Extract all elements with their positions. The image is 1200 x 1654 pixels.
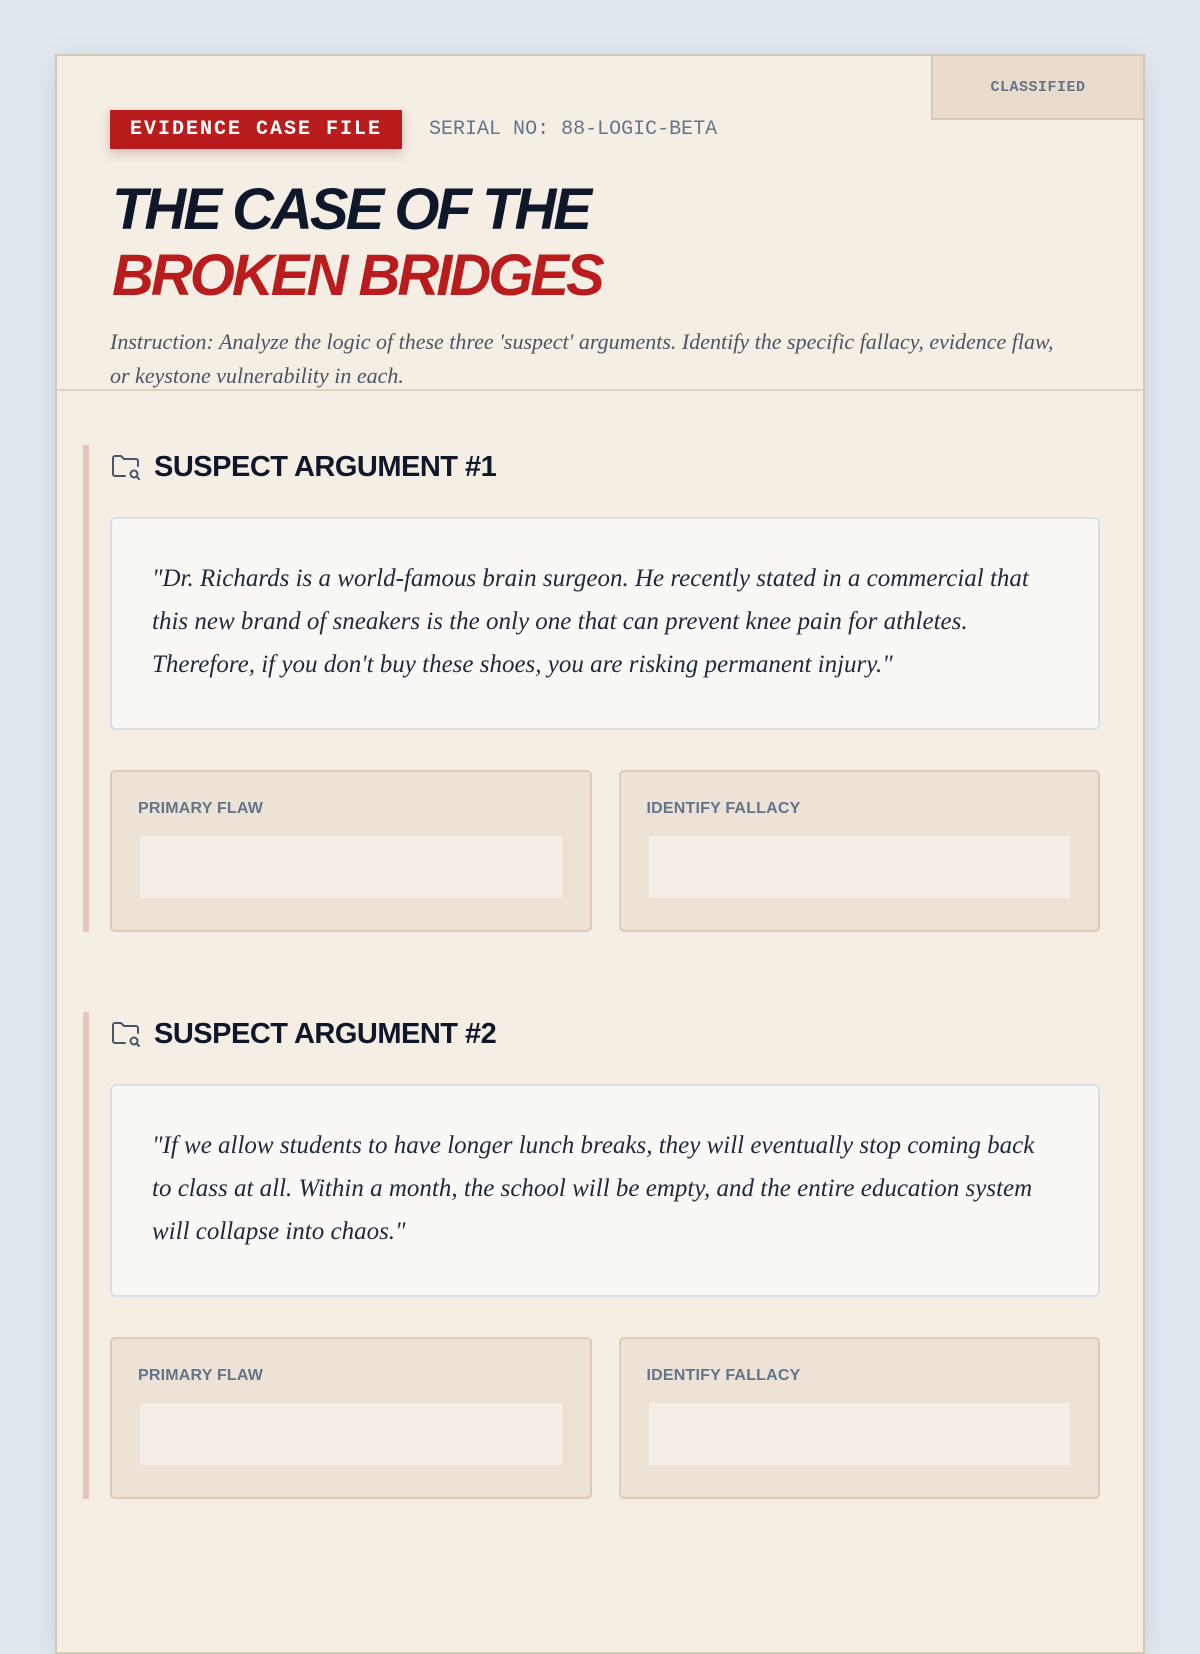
folder-search-icon	[110, 1018, 142, 1050]
primary-flaw-label: PRIMARY FLAW	[138, 800, 264, 817]
suspect-argument-1	[83, 445, 1100, 932]
suspect-title: SUSPECT ARGUMENT #2	[154, 1017, 497, 1050]
primary-flaw-input[interactable]	[138, 834, 564, 900]
case-file-sheet	[55, 54, 1145, 1654]
identify-fallacy-field	[619, 770, 1101, 932]
instruction-text: Instruction: Analyze the logic of these three 'suspect' arguments. Identify the specific fallacy, evidence flaw, or keystone vulnerability in each.	[110, 329, 1054, 388]
argument-quote: "Dr. Richards is a world-famous brain surgeon. He recently stated in a commercial that this new brand of sneakers is the only one that can prevent knee pain for athletes. Therefore, if you don't buy these shoes, you are risking permanent injury."	[110, 517, 1100, 730]
primary-flaw-input[interactable]	[138, 1401, 564, 1467]
suspect-heading	[110, 1012, 1100, 1056]
primary-flaw-field	[110, 770, 592, 932]
analysis-fields	[110, 1337, 1100, 1499]
primary-flaw-label: PRIMARY FLAW	[138, 1367, 264, 1384]
suspect-title: SUSPECT ARGUMENT #1	[154, 450, 497, 483]
identify-fallacy-input[interactable]	[647, 1401, 1073, 1467]
title-line-1: THE CASE OF THE	[112, 177, 590, 242]
page-title	[112, 177, 1143, 309]
suspect-argument-2	[83, 1012, 1100, 1499]
identify-fallacy-label: IDENTIFY FALLACY	[646, 1367, 801, 1384]
analysis-fields	[110, 770, 1100, 932]
primary-flaw-field	[110, 1337, 592, 1499]
identify-fallacy-input[interactable]	[647, 834, 1073, 900]
folder-search-icon	[110, 451, 142, 483]
title-line-2: BROKEN BRIDGES	[112, 243, 602, 308]
badge-row	[110, 110, 1143, 149]
argument-quote: "If we allow students to have longer lunch breaks, they will eventually stop coming back to class at all. Within a month, the school will be empty, and the entire education system will collapse into chaos."	[110, 1084, 1100, 1297]
suspect-heading	[110, 445, 1100, 489]
case-file-badge: EVIDENCE CASE FILE	[110, 110, 402, 149]
case-header	[57, 56, 1143, 387]
identify-fallacy-field	[619, 1337, 1101, 1499]
classified-tab: CLASSIFIED	[931, 54, 1145, 120]
identify-fallacy-label: IDENTIFY FALLACY	[646, 800, 801, 817]
serial-number: SERIAL NO: 88-LOGIC-BETA	[429, 118, 718, 141]
